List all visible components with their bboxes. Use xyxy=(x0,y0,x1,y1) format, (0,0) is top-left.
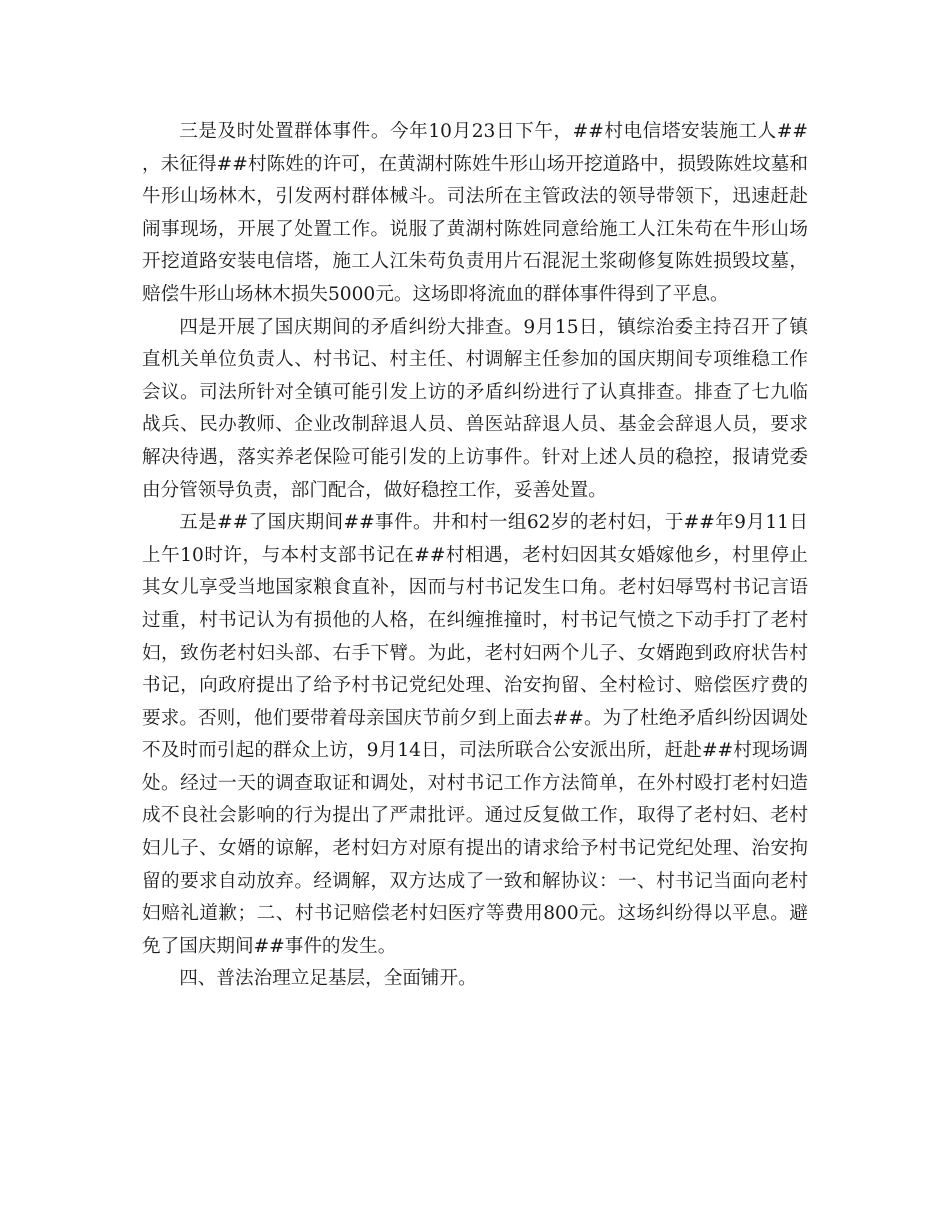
paragraph-dispute-screening: 四是开展了国庆期间的矛盾纠纷大排查。9月15日，镇综治委主持召开了镇直机关单位负责人、村书记、村主任、村调解主任参加的国庆期间专项维稳工作会议。司法所针对全镇可能引发上访的矛盾纠纷进行了认真排查。排查了七九临战兵、民办教师、企业改制辞退人员、兽医站辞退人员、基金会辞退人员，要求解决待遇，落实养老保险可能引发的上访事件。针对上述人员的稳控，报请党委由分管领导负责，部门配合，做好稳控工作，妥善处置。 xyxy=(142,316,808,501)
document-body xyxy=(142,116,808,996)
section-heading-legal-education: 四、普法治理立足基层，全面铺开。 xyxy=(179,968,477,990)
paragraph-group-incident: 三是及时处置群体事件。今年10月23日下午，##村电信塔安装施工人##，未征得##村陈姓的许可，在黄湖村陈姓牛形山场开挖道路中，损毁陈姓坟墓和牛形山场林木，引发两村群体械斗。司法所在主管政法的领导带领下，迅速赶赴闹事现场，开展了处置工作。说服了黄湖村陈姓同意给施工人江朱苟在牛形山场开挖道路安装电信塔，施工人江朱苟负责用片石混泥土浆砌修复陈姓损毁坟墓，赔偿牛形山场林木损失5000元。这场即将流血的群体事件得到了平息。 xyxy=(142,121,808,305)
paragraph-national-day-incident: 五是##了国庆期间##事件。井和村一组62岁的老村妇，于##年9月11日上午10时许，与本村支部书记在##村相遇，老村妇因其女婚嫁他乡，村里停止其女儿享受当地国家粮食直补，因而与村书记发生口角。老村妇辱骂村书记言语过重，村书记认为有损他的人格，在纠缠推撞时，村书记气愤之下动手打了老村妇，致伤老村妇头部、右手下臂。为此，老村妇两个儿子、女婿跑到政府状告村书记，向政府提出了给予村书记党纪处理、治安拘留、全村检讨、赔偿医疗费的要求。否则，他们要带着母亲国庆节前夕到上面去##。为了杜绝矛盾纠纷因调处不及时而引起的群众上访，9月14日，司法所联合公安派出所，赶赴##村现场调处。经过一天的调查取证和调处，对村书记工作方法简单，在外村殴打老村妇造成不良社会影响的行为提出了严肃批评。通过反复做工作，取得了老村妇、老村妇儿子、女婿的谅解，老村妇方对原有提出的请求给予村书记党纪处理、治安拘留的要求自动放弃。经调解，双方达成了一致和解协议：一、村书记当面向老村妇赔礼道歉；二、村书记赔偿老村妇医疗等费用800元。这场纠纷得以平息。避免了国庆期间##事件的发生。 xyxy=(142,512,808,957)
